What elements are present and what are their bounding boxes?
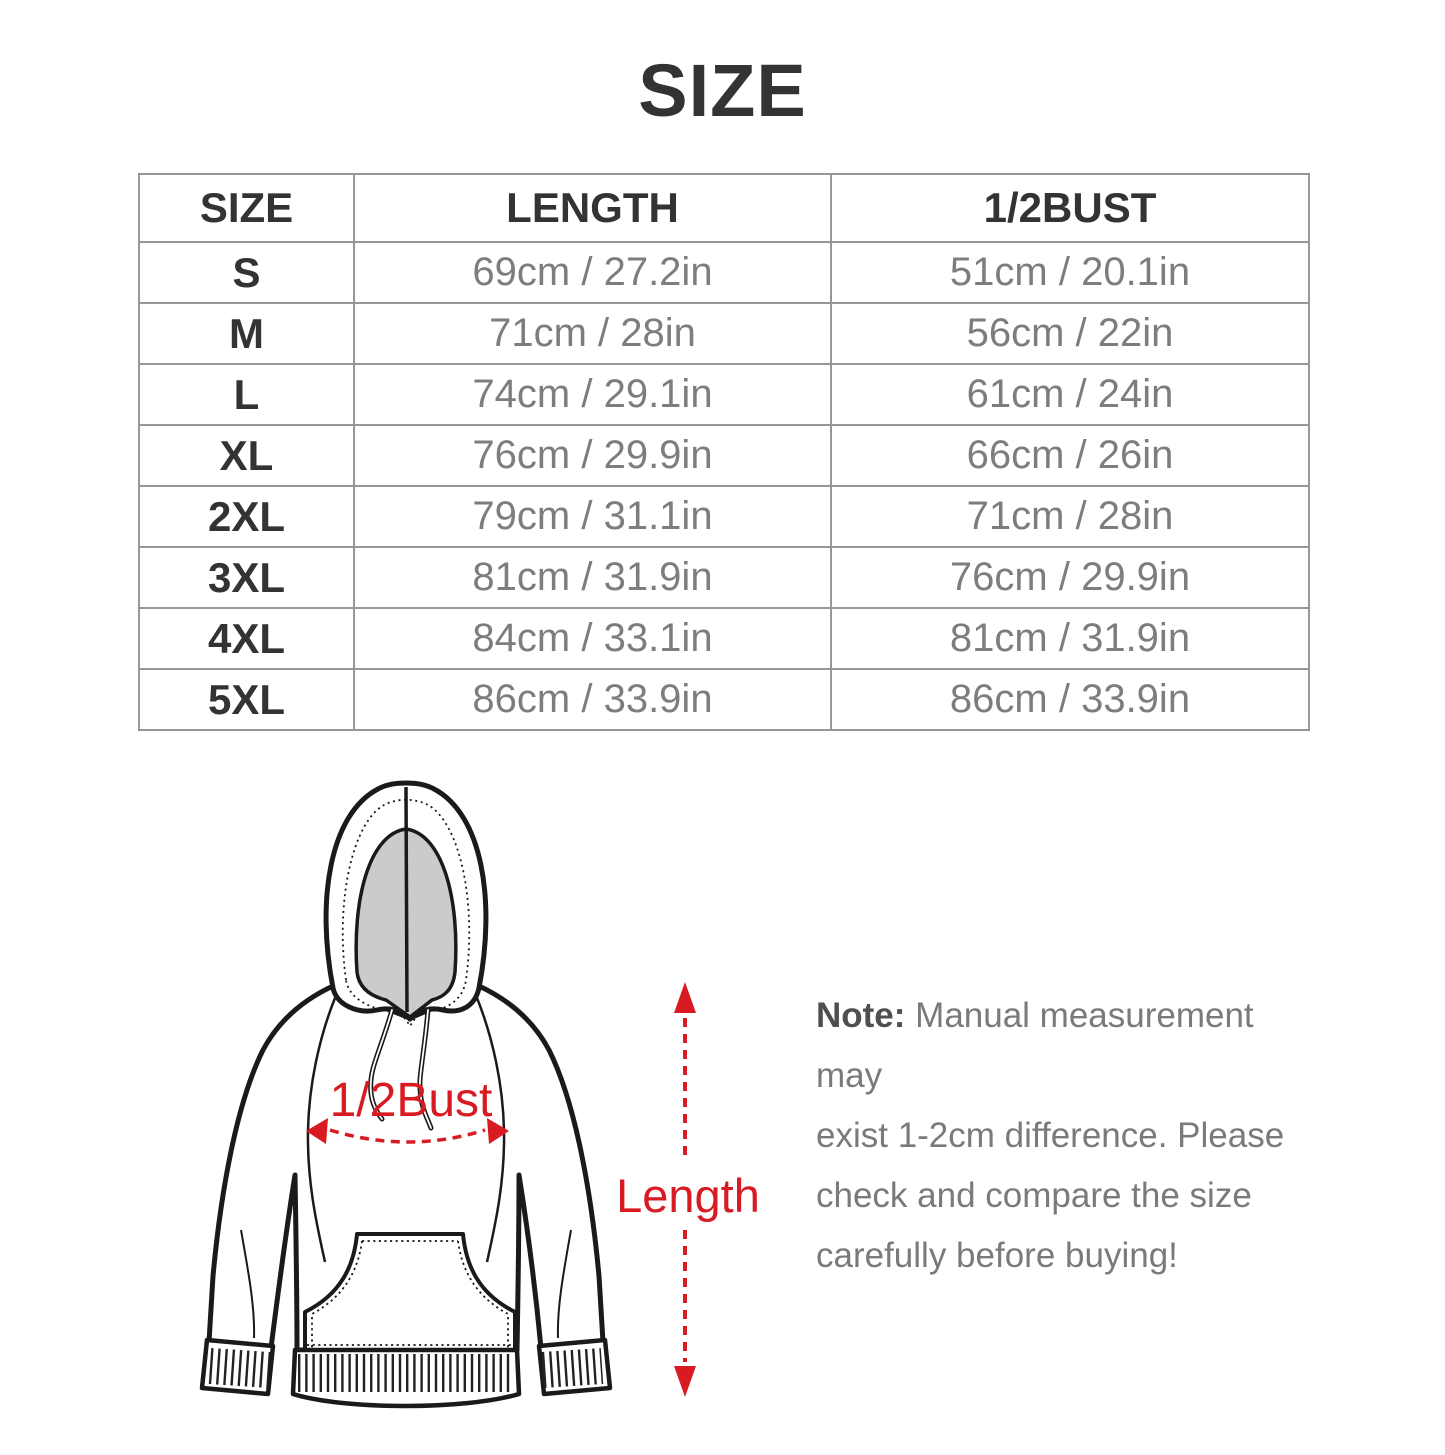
table-row	[139, 669, 1309, 730]
table-row	[139, 425, 1309, 486]
hood-center-seam	[406, 787, 407, 1012]
note-line: carefully before buying!	[816, 1236, 1178, 1275]
size-cell: 3XL	[139, 547, 354, 608]
bust-cell: 71cm / 28in	[831, 486, 1309, 547]
bust-cell: 76cm / 29.9in	[831, 547, 1309, 608]
bust-cell: 56cm / 22in	[831, 303, 1309, 364]
note-text	[816, 986, 1316, 1286]
table-row	[139, 303, 1309, 364]
column-header-length: LENGTH	[354, 174, 831, 242]
size-cell: 5XL	[139, 669, 354, 730]
bust-cell: 81cm / 31.9in	[831, 608, 1309, 669]
length-cell: 74cm / 29.1in	[354, 364, 831, 425]
length-cell: 86cm / 33.9in	[354, 669, 831, 730]
bust-cell: 86cm / 33.9in	[831, 669, 1309, 730]
size-table	[138, 173, 1310, 731]
table-row	[139, 547, 1309, 608]
bust-cell: 61cm / 24in	[831, 364, 1309, 425]
length-measure-arrow	[616, 982, 760, 1397]
size-cell: 2XL	[139, 486, 354, 547]
length-arrowhead-top	[674, 982, 696, 1013]
size-cell: XL	[139, 425, 354, 486]
note-line: Note: Manual measurement may	[816, 996, 1254, 1095]
size-cell: M	[139, 303, 354, 364]
table-header-row	[139, 174, 1309, 242]
hoodie-diagram	[185, 760, 785, 1450]
bust-cell: 51cm / 20.1in	[831, 242, 1309, 303]
column-header-size: SIZE	[139, 174, 354, 242]
hem-ribbing	[293, 1350, 519, 1406]
length-label: Length	[616, 1169, 760, 1222]
column-header-bust: 1/2BUST	[831, 174, 1309, 242]
table-row	[139, 242, 1309, 303]
size-diagram	[185, 760, 785, 1450]
bust-cell: 66cm / 26in	[831, 425, 1309, 486]
length-cell: 84cm / 33.1in	[354, 608, 831, 669]
note-label: Note:	[816, 996, 906, 1035]
length-cell: 79cm / 31.1in	[354, 486, 831, 547]
length-arrowhead-bottom	[674, 1366, 696, 1397]
note-line: exist 1-2cm difference. Please	[816, 1116, 1285, 1155]
table-row	[139, 486, 1309, 547]
length-cell: 81cm / 31.9in	[354, 547, 831, 608]
note-line: check and compare the size	[816, 1176, 1252, 1215]
table-row	[139, 608, 1309, 669]
page-title: SIZE	[638, 49, 807, 132]
size-cell: L	[139, 364, 354, 425]
length-cell: 71cm / 28in	[354, 303, 831, 364]
size-cell: 4XL	[139, 608, 354, 669]
length-cell: 76cm / 29.9in	[354, 425, 831, 486]
size-cell: S	[139, 242, 354, 303]
table-row	[139, 364, 1309, 425]
length-cell: 69cm / 27.2in	[354, 242, 831, 303]
bust-label: 1/2Bust	[329, 1074, 493, 1127]
